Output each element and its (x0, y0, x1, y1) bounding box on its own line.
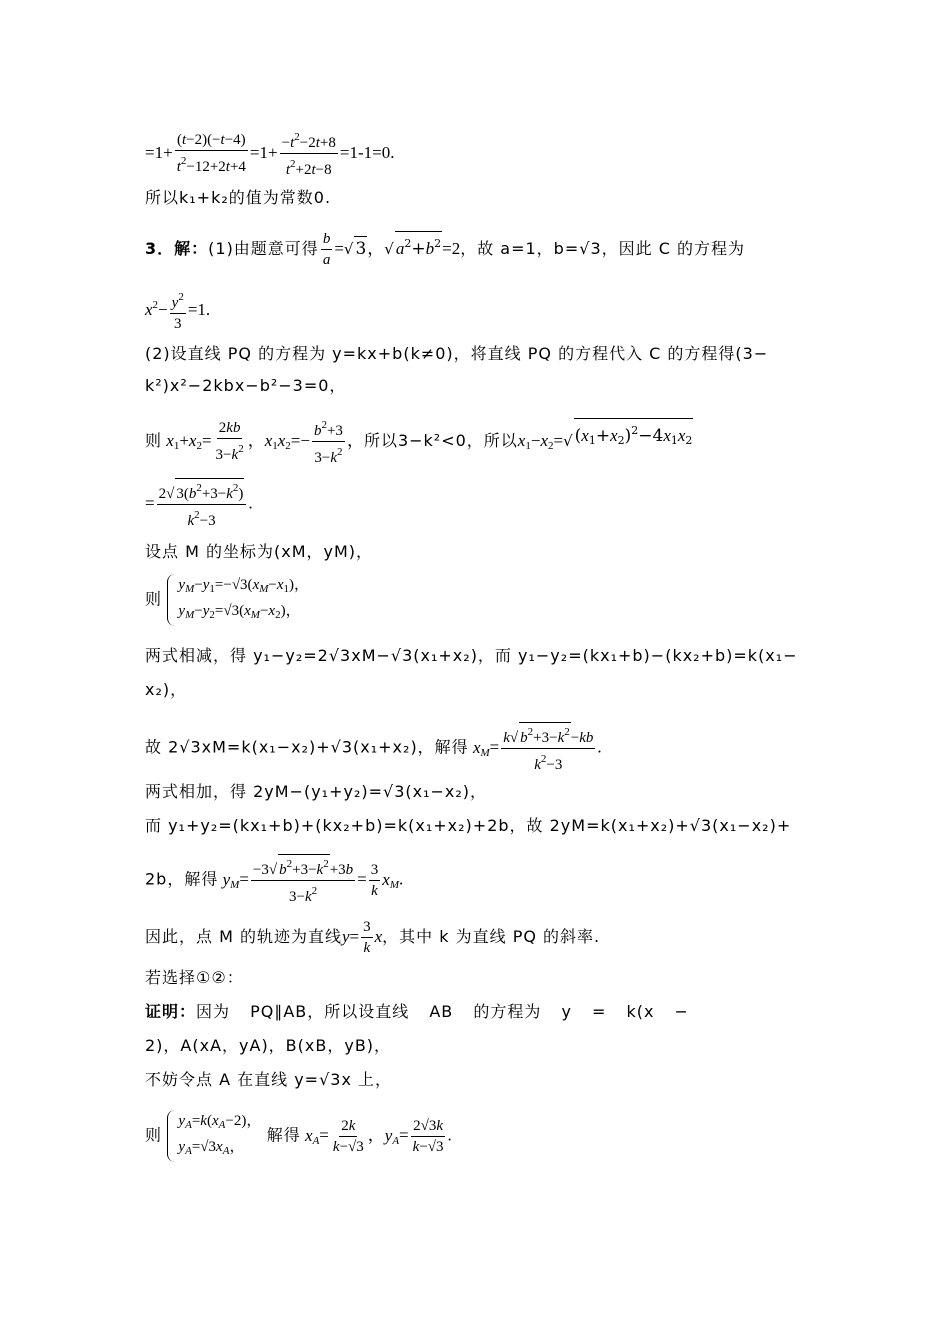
text-prefix: 故 2√3xM=k(x₁−x₂)+√3(x₁+x₂)，解得 (145, 737, 469, 757)
fraction: k √ $b^2+3-k^2$ −kb $k^2-3$ (501, 722, 595, 774)
text-prefix: 因此，点 M 的轨迹为直线 (145, 927, 342, 946)
text-tail: ，其中 k 为直线 PQ 的斜率. (382, 927, 601, 946)
equation-line-8: = 2 √ $3(b^2+3-k^2)$ $k^2-3$ . (145, 478, 253, 530)
text-prefix: 2b，解得 (145, 869, 219, 889)
proof-line (145, 1000, 689, 1024)
fraction: $\frac{b^2+3}{3-k^2}$ (312, 416, 345, 467)
sqrt: √ 3 (344, 236, 367, 261)
text-prefix: 则 (145, 1125, 163, 1145)
text-mid: 所以3−k²<0，所以 (363, 431, 518, 450)
brace-system: $y_M-y_1=-√3(x_M-x_1)$， $y_M-y_2=√3(x_M-x_2)$， (167, 574, 309, 626)
fraction: $\frac{b}{a}$ (322, 231, 331, 268)
text-line-11: 两式相减，得 y₁−y₂=2√3xM−√3(x₁+x₂)，而 y₁−y₂=(kx₁+b)−(kx₂+b)=k(x₁− (145, 646, 798, 665)
text-line-6: k²)x²−2kbx−b²−3=0， (145, 376, 347, 395)
fraction: $\frac{2k}{k-√3}$ (332, 1117, 364, 1155)
fraction: 2 √ $3(b^2+3-k^2)$ $k^2-3$ (157, 478, 247, 530)
equation-system-1 (145, 574, 309, 626)
text-line-5: (2)设直线 PQ 的方程为 y=kx+b(k≠0)，将直线 PQ 的方程代入 C 的方程得(3− (145, 344, 769, 363)
text-line-18: 若选择①②： (145, 968, 244, 987)
text-line-14: 两式相加，得 2yM−(y₁+y₂)=√3(x₁−x₂)， (145, 782, 488, 801)
problem-text-tail: ，故 a=1，b=√3，因此 C 的方程为 (460, 239, 745, 258)
text-line-21: 不妨令点 A 在直线 y=√3x 上， (145, 1070, 393, 1089)
text-line-15: 而 y₁+y₂=(kx₁+b)+(kx₂+b)=k(x₁+x₂)+2b，故 2yM=k(x₁+x₂)+√3(x₁−x₂)+ (145, 816, 792, 835)
fraction: $\frac{-t^2-2t+8}{t^2+2t-8}$ (280, 128, 338, 179)
brace-system: $y_A=k(x_A-2)$， $y_A=√3x_A$， (167, 1110, 261, 1162)
fraction: $\frac{2√3k}{k-√3}$ (412, 1117, 444, 1155)
text-prefix: 则 (145, 589, 163, 609)
equation-system-2: 则 $y_A=k(x_A-2)$， $y_A=√3x_A$， 解得 $x_A=$ $\frac{2k}{k-√3}$ ，$y_A=$ $\frac{2√3k}{k-√3}$ . (145, 1110, 452, 1162)
text-line-20: 2)，A(xA，yA)，B(xB，yB)， (145, 1036, 392, 1055)
fraction: $\frac{(t-2)(-t-4)}{t^2-12+2t+4}$ (176, 132, 246, 175)
equation-tail: =1-1=0. (339, 143, 395, 162)
problem-3-line: 3．解：(1)由题意可得 $\frac{b}{a}$ = √ 3 ， √ $a^2+b^2$ =2，故 a=1，b=√3，因此 C 的方程为 (145, 231, 745, 268)
equation-line-17: 因此，点 M 的轨迹为直线y= $\frac{3}{k}$ x，其中 k 为直线 PQ 的斜率. (145, 919, 601, 956)
proof-label: 证明： (145, 1002, 197, 1021)
fraction: −3 √ $b^2+3-k^2$ +3b $3-k^2$ (251, 854, 355, 906)
fraction: $\frac{3}{k}$ (363, 919, 371, 956)
conclusion-line: 所以k₁+k₂的值为常数0. (145, 188, 332, 207)
equation-line-13: 故 2√3xM=k(x₁−x₂)+√3(x₁+x₂)，解得 $x_M=$ k √ $b^2+3-k^2$ −kb $k^2-3$ . (145, 722, 602, 774)
text-line-9: 设点 M 的坐标为(xM，yM)， (145, 542, 374, 561)
problem-label: 3．解： (145, 239, 209, 258)
equation-tail: =1. (187, 300, 211, 319)
sqrt: √ $a^2+b^2$ (384, 231, 442, 261)
equation-line-4: $x^2-$ $\frac{y^2}{3}$ =1. (145, 288, 210, 333)
proof-text: 因为 PQ∥AB，所以设直线 AB 的方程为 y = k(x − (196, 1002, 689, 1021)
text-mid: 解得 (266, 1125, 301, 1145)
fraction: $\frac{2kb}{3-k^2}$ (215, 420, 244, 463)
sqrt: √ $(x_1+x_2)^2-4x_1x_2$ (563, 418, 693, 453)
fraction: $\frac{3}{k}$ (370, 861, 379, 899)
equation-line-7: 则 $x_1+x_2=$ $\frac{2kb}{3-k^2}$ ，$x_1x_2=-$ $\frac{b^2+3}{3-k^2}$ ，所以3−k²<0，所以$x_1-x_2=$ √ $(x_1+x_2)^2-4x_1x_2$ (145, 416, 693, 467)
fraction: $\frac{y^2}{3}$ (170, 288, 186, 333)
equation-line-1: =1+ $\frac{(t-2)(-t-4)}{t^2-12+2t+4}$ =1+ $\frac{-t^2-2t+8}{t^2+2t-8}$ =1-1=0. (145, 128, 394, 179)
problem-text: (1)由题意可得 (208, 239, 319, 258)
text-prefix: 则 (145, 431, 163, 450)
text-line-12: x₂)， (145, 680, 188, 699)
equation-line-16: 2b，解得 $y_M=$ −3 √ $b^2+3-k^2$ +3b $3-k^2$ = $\frac{3}{k}$ $x_M$. (145, 854, 403, 906)
